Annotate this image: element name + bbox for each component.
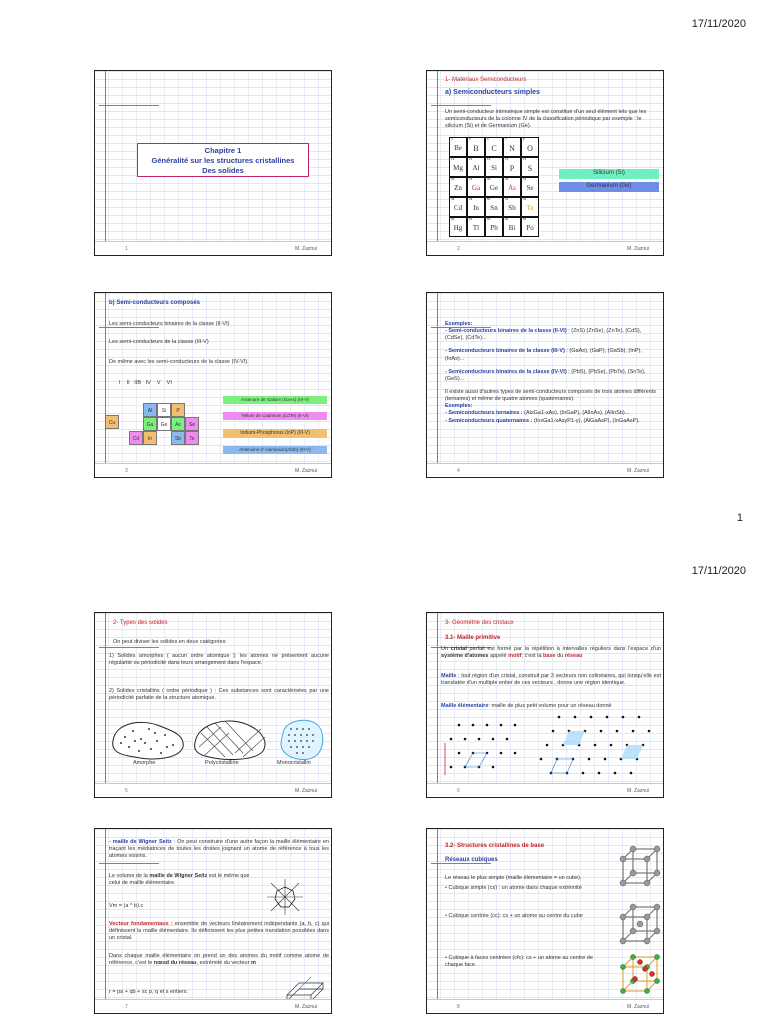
element-cell xyxy=(467,137,485,157)
element-symbol: O xyxy=(527,144,533,153)
atomic-number: 33 xyxy=(505,177,509,181)
slide-number: 1 xyxy=(125,246,128,252)
volume-formula: Vm = (a ^ b).c xyxy=(109,903,144,909)
legend-inp: Indium-Phosphorus (InP) (III-V) xyxy=(223,429,327,438)
cube-centered-icon xyxy=(617,903,663,945)
atomic-number: 84 xyxy=(523,217,527,221)
text-paragraph: Maille : tout région d'un cristal, construit par 3 vecteurs non colinéaires, qui lorsqu'elle est translatée d'un multiple entier de ces vecteurs , donne une région identique. xyxy=(441,673,661,687)
element-cell xyxy=(485,197,503,217)
element-symbol: As xyxy=(508,184,516,192)
element-symbol: Sn xyxy=(490,204,498,212)
atomic-number: 81 xyxy=(469,217,473,221)
atomic-number: 15 xyxy=(505,157,509,161)
bullet-cfc: • Cubique à faces centrées (cfc): cs + un atome au centre de chaque face xyxy=(445,955,593,969)
atomic-number: 8 xyxy=(523,137,525,141)
slide-heading: 3- Géométrie des cristaux xyxy=(445,620,514,626)
element-symbol: Tl xyxy=(472,224,480,232)
text-paragraph: 2) Solides cristallins ( ordre périodique ) : Ces substances sont caractérisées par une périodicité parfaite de la structure atomique. xyxy=(109,688,329,702)
atomic-number: 32 xyxy=(487,177,491,181)
author: M. Zaznui xyxy=(295,1004,317,1010)
element-symbol: Se xyxy=(526,184,534,192)
label-monocristallin: Monocristallin xyxy=(277,760,311,766)
sheet-date: 17/11/2020 xyxy=(691,565,746,577)
cube-simple-icon xyxy=(617,845,663,887)
author: M. Zaznui xyxy=(295,468,317,474)
text-paragraph: Maille élémentaire: maille de plus petit volume pour un réseau donné xyxy=(441,703,612,709)
atomic-number: 7 xyxy=(505,137,507,141)
element-symbol: B xyxy=(473,144,479,153)
element-symbol: Sb xyxy=(508,204,516,212)
lattice-equation: r = pa + qb + sc p, q et s entiers. xyxy=(109,989,189,995)
slide-heading: 3.2- Structures cristallines de base xyxy=(445,843,545,849)
atomic-number: 16 xyxy=(523,157,527,161)
element-cell: Cd xyxy=(129,431,143,445)
text-paragraph: Vecteur fondamentaux : ensemble de vecteurs linéairement indépendants (a, b, c) qui définissent la maille élémentaire. Ils définissent les plus petites translation possibles dans un cristal. xyxy=(109,921,329,942)
slide-heading: 2- Types des solides xyxy=(113,620,168,626)
element-cell xyxy=(521,217,539,237)
slide-subheading: 3.1- Maille primitive xyxy=(445,635,501,641)
slide-number: 4 xyxy=(457,468,460,474)
legend-gaas: Arsenure de Galium (GaAs) (III-V) xyxy=(223,396,327,404)
element-symbol: Te xyxy=(526,204,534,212)
slide-8 xyxy=(426,828,664,1014)
element-cell xyxy=(449,157,467,177)
text-line: On peut diviser les solides en deux catégories: xyxy=(113,639,227,645)
element-symbol: Pb xyxy=(490,224,498,232)
element-cell xyxy=(521,197,539,217)
text-line: De même avec les semi-conducteurs de la classe (IV-VI). xyxy=(109,359,249,365)
text-paragraph: Un cristal parfait est formé par la répétition à intervalles réguliers dans l'espace d'un système d'atomes appelé motif; c'est la base du réseau xyxy=(441,646,661,660)
examples-block: Exemples: - Semi-conducteurs binaires de la classe (II-VI) : (ZnS) (ZnSe), (ZnTe), (CdS), (CdSe), (CdTe)... - Semiconducteurs binaires de la classe (III-V) : (GaAs), (GaP), (GaSb), (InP), (InAs)... - Semiconducteurs binaires de la classe (IV-VI) : (PbS), (PbSe), (PbTe), (SnTe), (GeS)... Il existe aussi d'autres types de semi-conducteurs composés de trois atomes différents (ternaires) et même de quatre atomes (quaternaires). Exemples: - Semiconducteurs ternaires : (AlxGa1-xAs), (InGaP), (AlInAs), (AlInSb)... - Semiconducteurs quaternaires : (InxGa1-xAsyP1-y), (AlGaAsP), (InGaAsP). xyxy=(445,321,656,424)
element-cell: Sb xyxy=(171,431,185,445)
text-line: Le réseau le plus simple (maille élémentaire = un cube). xyxy=(445,875,582,881)
text-paragraph: Le volume de la maille de Wigner Seitz est le même que celui de maille élémentaire. xyxy=(109,873,250,887)
atomic-number: 80 xyxy=(451,217,455,221)
element-symbol: Ga xyxy=(471,184,481,192)
author: M. Zaznui xyxy=(627,468,649,474)
element-symbol: C xyxy=(491,144,497,153)
element-cell xyxy=(521,177,539,197)
author: M. Zaznui xyxy=(295,246,317,252)
group-columns: I II IIB IV V VI xyxy=(119,380,172,386)
sheet-page-number: 1 xyxy=(736,512,743,524)
element-cell xyxy=(503,157,521,177)
legend-germanium: Germanium (Ge) xyxy=(559,182,659,192)
author: M. Zaznui xyxy=(627,1004,649,1010)
atomic-number: 34 xyxy=(523,177,527,181)
element-symbol: Hg xyxy=(453,224,463,232)
element-symbol: Zn xyxy=(454,184,462,192)
text-paragraph: Dans chaque maille élémentaire on prend un des atomes du motif comme atome de référence, c'est le nœud du réseau, extrémité du vecteur m xyxy=(109,953,329,967)
legend-cdte: Tellure de Cadmium (CdTe) (II-VI) xyxy=(223,412,327,420)
text-line: Les semi-conducteurs binaires de la classe (II-VI) xyxy=(109,321,230,327)
slide-5 xyxy=(94,612,332,798)
element-cell xyxy=(503,137,521,157)
atomic-number: 6 xyxy=(487,137,489,141)
element-symbol: S xyxy=(527,164,533,173)
atomic-number: 12 xyxy=(451,157,455,161)
element-symbol: Mg xyxy=(453,164,463,172)
element-cell xyxy=(503,197,521,217)
label-polycristalline: Polycristalline xyxy=(205,760,239,766)
element-cell xyxy=(503,217,521,237)
slide-3 xyxy=(94,292,332,478)
author: M. Zaznui xyxy=(627,246,649,252)
slide-number: 2 xyxy=(457,246,460,252)
slide-7 xyxy=(94,828,332,1014)
sheet-date: 17/11/2020 xyxy=(691,18,746,30)
element-cell xyxy=(467,177,485,197)
element-symbol: Ge xyxy=(489,184,499,192)
slide-number: 6 xyxy=(457,788,460,794)
element-cell xyxy=(485,157,503,177)
element-cell: As xyxy=(171,417,185,431)
lattice-illustration xyxy=(439,713,661,781)
element-cell: Ga xyxy=(143,417,157,431)
text-paragraph: - maille de Wigner Seitz : On peut construire d'une autre façon la maille élémentaire en traçant les médiatrices de toutes les droites joignant un atome de référence à tous les atomes voisins. xyxy=(109,839,329,860)
slide-2 xyxy=(426,70,664,256)
atomic-number: 14 xyxy=(487,157,491,161)
atomic-number: 13 xyxy=(469,157,473,161)
slide-4 xyxy=(426,292,664,478)
element-symbol: Be xyxy=(454,144,462,152)
element-cell: Al xyxy=(143,403,157,417)
slide-number: 8 xyxy=(457,1004,460,1010)
atomic-number: 51 xyxy=(505,197,509,201)
slide-heading: 1- Matériaux Semiconducteurs xyxy=(445,77,527,83)
element-cell xyxy=(467,157,485,177)
element-cell xyxy=(485,217,503,237)
element-cell xyxy=(449,177,467,197)
atomic-number: 83 xyxy=(505,217,509,221)
cube-face-centered-icon xyxy=(617,951,663,995)
element-symbol: Al xyxy=(472,164,480,172)
element-cell: Cu xyxy=(105,415,119,429)
label-amorphe: Amorphe xyxy=(133,760,156,766)
bullet-cs: • Cubique simple (cs) : un atome dans chaque extrémité xyxy=(445,885,582,891)
chapter-title: Chapitre 1 Généralité sur les structures cristallines Des solides xyxy=(137,143,309,177)
element-cell: In xyxy=(143,431,157,445)
slide-number: 7 xyxy=(125,1004,128,1010)
element-cell: Se xyxy=(185,417,199,431)
atomic-number: 4 xyxy=(451,137,453,141)
atomic-number: 49 xyxy=(469,197,473,201)
bullet-cc: • Cubique centrée (cc): cs + un atome au centre du cube xyxy=(445,913,583,919)
element-cell xyxy=(449,137,467,157)
element-symbol: In xyxy=(473,204,479,212)
slide-subheading: a) Semiconducteurs simples xyxy=(445,89,540,96)
solids-illustration xyxy=(105,713,330,763)
atomic-number: 31 xyxy=(469,177,473,181)
slide-body: Un semi-conducteur intrinsèque simple est constitué d'un seul élément tels que les semiconducteurs de la colonne IV de la classification périodique par exemple : le silicium (Si) et de Germanium (Ge). xyxy=(445,109,647,130)
element-cell: Te xyxy=(185,431,199,445)
legend-silicium: Silicium (Si) xyxy=(559,169,659,179)
element-symbol: P xyxy=(509,164,515,173)
element-cell xyxy=(485,177,503,197)
text-paragraph: 1) Solides amorphes ( aucun ordre atomique ): les atomes ne présentent aucune régularité ou périodicité dans leurs arrangement dans l'espace. xyxy=(109,653,329,667)
element-symbol: Cd xyxy=(453,204,463,212)
author: M. Zaznui xyxy=(295,788,317,794)
element-cell xyxy=(449,217,467,237)
slide-subheading: Réseaux cubiques xyxy=(445,857,498,863)
slide-6 xyxy=(426,612,664,798)
wigner-seitz-icon xyxy=(263,877,307,917)
element-cell: Ge xyxy=(157,417,171,431)
slide-heading: b) Semi-conducteurs composés xyxy=(109,300,201,306)
element-cell: Si xyxy=(157,403,171,417)
element-cell xyxy=(503,177,521,197)
element-cell xyxy=(467,197,485,217)
element-symbol: Si xyxy=(491,164,497,172)
legend-alsb: Antimoine d' Aluminium(AlSb) (III-V) xyxy=(223,446,327,454)
element-cell: P xyxy=(171,403,185,417)
atomic-number: 50 xyxy=(487,197,491,201)
atomic-number: 52 xyxy=(523,197,527,201)
atomic-number: 82 xyxy=(487,217,491,221)
element-symbol: N xyxy=(509,144,515,153)
atomic-number: 30 xyxy=(451,177,455,181)
element-symbol: Po xyxy=(526,224,534,232)
element-symbol: Bi xyxy=(508,224,516,232)
element-cell xyxy=(485,137,503,157)
atomic-number: 5 xyxy=(469,137,471,141)
text-line: Les semi-conducteurs de la classe (III-V) xyxy=(109,339,209,345)
author: M. Zaznui xyxy=(627,788,649,794)
slide-number: 5 xyxy=(125,788,128,794)
element-cell xyxy=(449,197,467,217)
element-cell xyxy=(521,137,539,157)
slide-number: 3 xyxy=(125,468,128,474)
slide-1 xyxy=(94,70,332,256)
element-cell xyxy=(467,217,485,237)
element-cell xyxy=(521,157,539,177)
atomic-number: 48 xyxy=(451,197,455,201)
